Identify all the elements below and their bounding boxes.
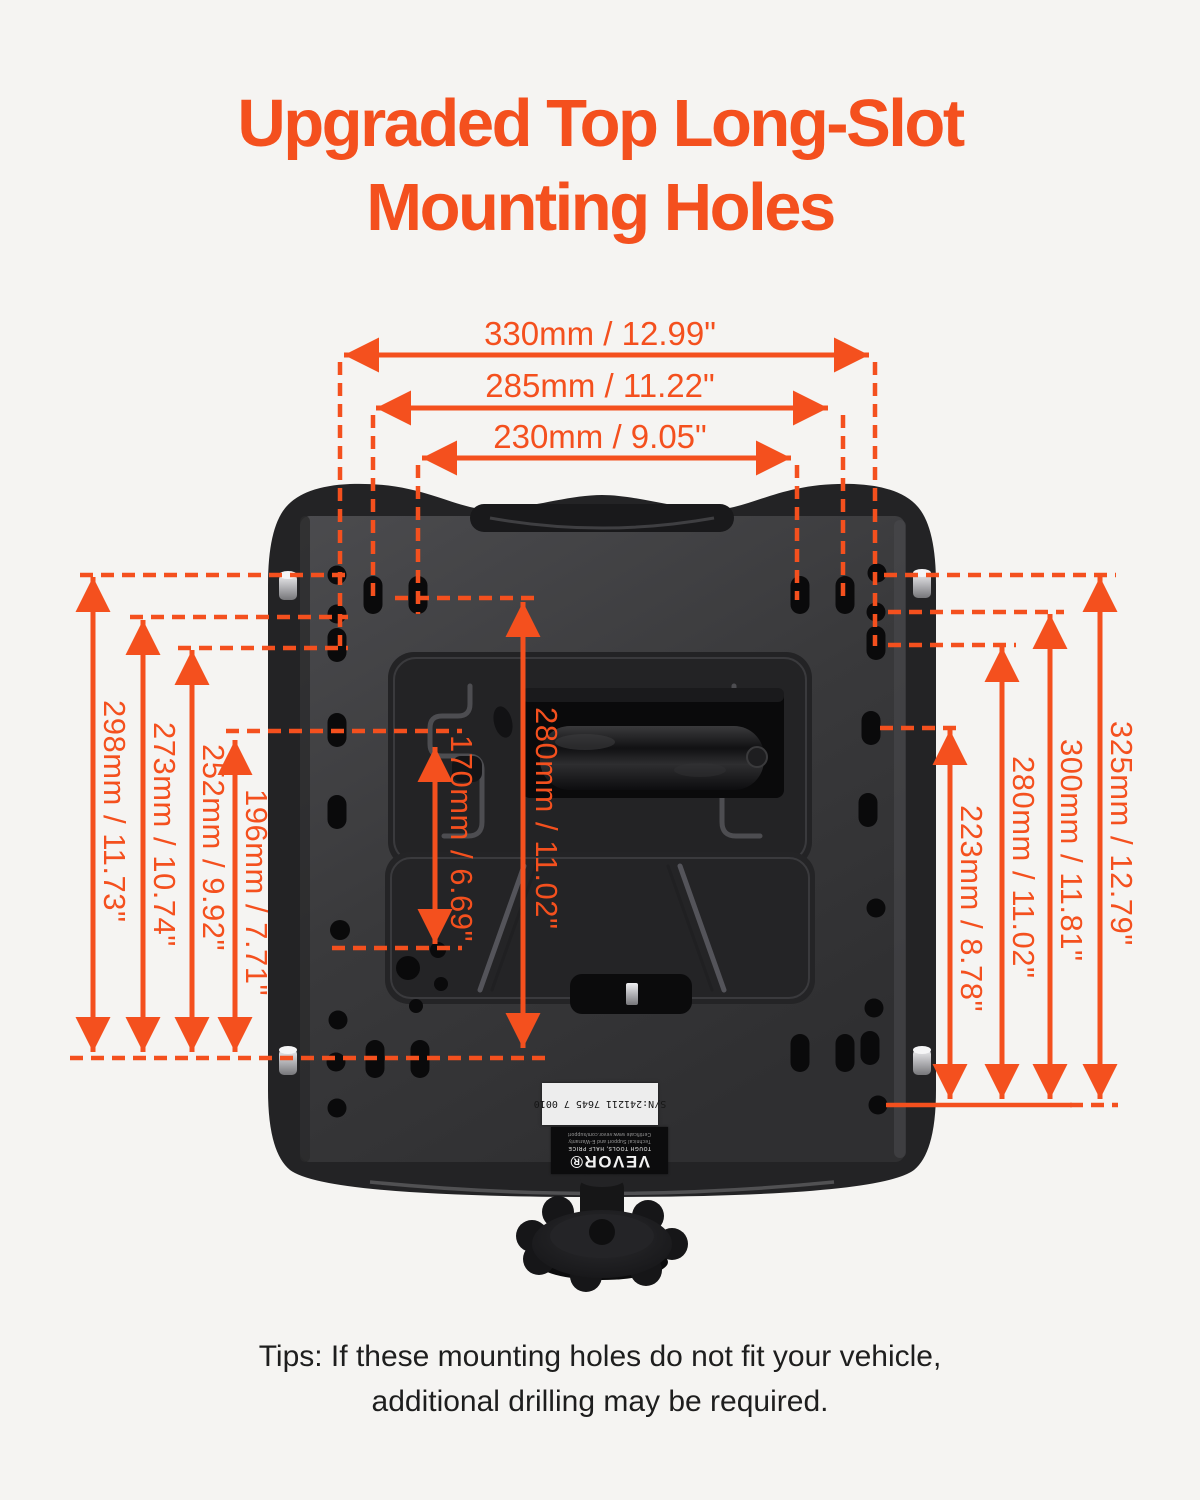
plate-top-groove xyxy=(470,504,734,532)
dim-label-196mm: 196mm / 7.71" xyxy=(239,789,274,997)
dim-label-285mm: 285mm / 11.22" xyxy=(485,367,715,404)
brand-label xyxy=(551,1127,668,1174)
tips-line2: additional drilling may be required. xyxy=(371,1385,829,1418)
page-title-line1: Upgraded Top Long-Slot xyxy=(237,86,963,161)
dim-label-280mm-right: 280mm / 11.02" xyxy=(1006,756,1041,979)
dim-label-330mm: 330mm / 12.99" xyxy=(484,315,716,352)
brand-support-line1: Technical Support and E-Warranty xyxy=(568,1138,651,1144)
dim-label-230mm: 230mm / 9.05" xyxy=(493,418,707,455)
dim-label-170mm: 170mm / 6.69" xyxy=(444,735,479,943)
dim-label-273mm: 273mm / 10.74" xyxy=(147,722,182,947)
dim-label-325mm: 325mm / 12.79" xyxy=(1104,721,1139,946)
tips-note xyxy=(0,1334,1200,1424)
dim-label-280mm-center: 280mm / 11.02" xyxy=(529,707,564,930)
brand-wordmark: VEVOR® xyxy=(568,1152,651,1171)
dim-label-298mm: 298mm / 11.73" xyxy=(97,700,132,923)
brand-slogan: TOUGH TOOLS, HALF PRICE xyxy=(567,1145,652,1151)
page-title-line2: Mounting Holes xyxy=(366,170,834,245)
dim-label-223mm: 223mm / 8.78" xyxy=(954,805,989,1013)
adjuster-slot xyxy=(570,974,692,1014)
brand-support-line2: Certificate www.vevor.com/support xyxy=(567,1131,652,1137)
dim-label-300mm: 300mm / 11.81" xyxy=(1054,739,1089,962)
tips-line1: Tips: If these mounting holes do not fit your vehicle, xyxy=(258,1340,942,1373)
dim-label-252mm: 252mm / 9.92" xyxy=(196,744,231,952)
serial-number-label xyxy=(533,1083,667,1125)
serial-number-text: S/N:241211 7645 7 0010 xyxy=(533,1098,667,1110)
page-title xyxy=(0,82,1200,250)
